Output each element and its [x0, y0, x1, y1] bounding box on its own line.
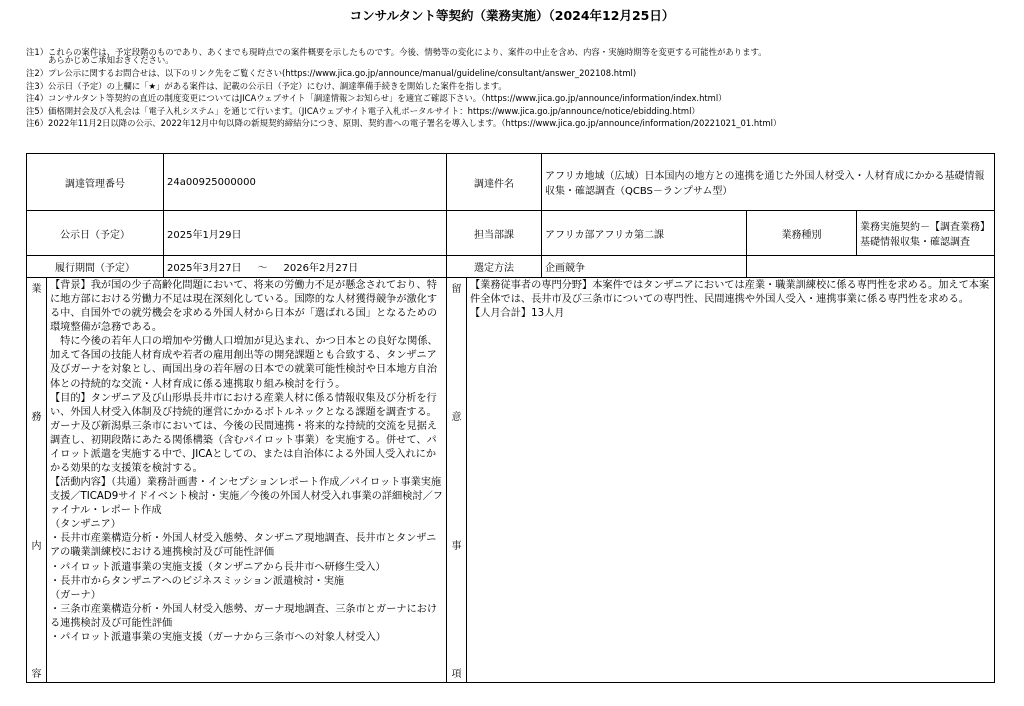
case-name-value: アフリカ地域（広域）日本国内の地方との連携を通じた外国人材受入・人材育成にかかる基礎情報収集・確認調査（QCBS－ランプサム型） [542, 154, 995, 211]
notice-date-value: 2025年1月29日 [164, 211, 447, 256]
case-name-label: 調達件名 [447, 154, 542, 211]
work-type-value: 業務実施契約－【調査業務】基礎情報収集・確認調査 [857, 211, 995, 256]
content-label-char: 内 [31, 540, 42, 552]
page-title: コンサルタント等契約（業務実施）（2024年12月25日） [349, 8, 675, 23]
period-separator: ～ [257, 263, 268, 274]
remarks-text: 【業務従事者の専門分野】本案件ではタンザニアにおいては産業・職業訓練校に係る専門性を求める。加えて本案件全体では、長井市及び三条市についての専門性、民間連携や外国人受入・連携事業に係る専門性を求める。 【人月合計】13人月 [467, 278, 995, 683]
content-text: 【背景】我が国の少子高齢化問題において、将来の労働力不足が懸念されており、特に地方部における労働力不足は現在深刻化している。国際的な人材獲得競争が激化する中、自国外での就労機会を求める外国人材から日本が「選ばれる国」となるための環境整備が急務である。 特に今後の若年人口の増加や労働人口増加が見込まれ、かつ日本との良好な関係、加えて各国の技能人材育成や若者の雇用創出等の開発課題とも合致する、タンザニア及びガーナを対象とし、両国出身の若年層の日本での就業可能性検討や日本地方自治体との持続的な交流・人材育成に係る連携取り組み検討を行う。 【目的】タンザニア及び山形県長井市における産業人材に係る情報収集及び分析を行い、外国人材受入体制及び持続的運営にかかるボトルネックとなる課題を調査する。ガーナ及び新潟県三条市においては、今後の民間連携・将来的な持続的交流を見据え調査し、初期段階にあたる関係構築（含むパイロット事業）を実施する。併せて、パイロット派遣を実施する中で、JICAとしての、または自治体による外国人受入れにかかる効果的な支援策を検討する。 【活動内容】（共通）業務計画書・インセプションレポート作成／パイロット事業実施支援／TICAD9サイドイベント検討・実施／今後の外国人材受入れ事業の詳細検討／ファイナル・レポート作成 （タンザニア） ・長井市産業構造分析・外国人材受入態勢、タンザニア現地調査、長井市とタンザニアの職業訓練校における連携検討及び可能性評価 ・パイロット派遣事業の実施支援（タンザニアから長井市へ研修生受入） ・長井市からタンザニアへのビジネスミッション派遣検討・実施 （ガーナ） ・三条市産業構造分析・外国人材受入態勢、ガーナ現地調査、三条市とガーナにおける連携検討及び可能性評価 ・パイロット派遣事業の実施支援（ガーナから三条市への対象人材受入） [47, 278, 447, 683]
content-label-char: 業 [31, 284, 42, 295]
content-label [27, 278, 47, 683]
note-label: 注1） [26, 47, 49, 57]
note-text: 公示日（予定）の上欄に「★」がある案件は、記載の公示日（予定）にむけ、調達準備手続きを開始した案件を指します。 [48, 80, 507, 91]
empty-cell [747, 256, 995, 278]
procurement-no-label: 調達管理番号 [27, 154, 164, 211]
note-item [26, 107, 1016, 115]
content-label-char: 容 [31, 668, 42, 680]
selection-label: 選定方法 [447, 256, 542, 278]
work-type-label: 業務種別 [747, 211, 857, 256]
note-label: 注3） [26, 80, 49, 91]
note-text: 2022年11月2日以降の公示、2022年12月中旬以降の新規契約締結分につき、原則、契約書への電子署名を導入します。（https://www.jica.go.jp/announce/information/20221021_01.html） [48, 118, 782, 129]
note-label: 注5） [26, 105, 49, 116]
table-row [27, 256, 995, 278]
content-label-char: 務 [31, 412, 42, 424]
remarks-label-char: 項 [451, 668, 462, 680]
note-text: プレ公示に関するお問合せは、以下のリンク先をご覧ください(https://www.jica.go.jp/announce/manual/guideline/consultant/answer_202108.html) [48, 68, 637, 78]
department-label: 担当部課 [447, 211, 542, 256]
department-value: アフリカ部アフリカ第二課 [542, 211, 747, 256]
note-item [26, 69, 1016, 77]
note-label: 注6） [26, 118, 49, 129]
notice-date-label: 公示日（予定） [27, 211, 164, 256]
remarks-label-char: 留 [451, 284, 462, 295]
remarks-label [447, 278, 467, 683]
table-row [27, 278, 995, 683]
note-item [26, 119, 1016, 127]
note-text: 価格開封会及び入札会は「電子入札システム」を通じて行います。（JICAウェブサイト電子入札ポータルサイト：https://www.jica.go.jp/announce/notice/ebidding.html） [48, 105, 700, 116]
table-row [27, 154, 995, 211]
note-item [26, 48, 1016, 65]
procurement-table [26, 153, 995, 683]
selection-value: 企画競争 [542, 256, 747, 278]
remarks-label-char: 事 [451, 540, 462, 552]
period-end: 2026年2月27日 [283, 263, 359, 274]
note-label: 注2） [26, 68, 49, 78]
table-row [27, 211, 995, 256]
note-text: これらの案件は、予定段階のものであり、あくまでも現時点での案件概要を示したものです。今後、情勢等の変化により、案件の中止を含め、内容・実施時期等を変更する可能性があります。 あらかじめご承知おきください。 [48, 47, 767, 66]
period-start: 2025年3月27日 [167, 263, 242, 274]
notes-list [26, 48, 1016, 132]
period-value [164, 256, 447, 278]
procurement-no-value: 24a00925000000 [164, 154, 447, 211]
note-text: コンサルタント等契約の直近の制度変更についてはJICAウェブサイト「調達情報＞お知らせ」を適宜ご確認下さい。（https://www.jica.go.jp/announce/information/index.html） [48, 93, 727, 104]
note-label: 注4） [26, 93, 49, 104]
note-item [26, 82, 1016, 90]
note-item [26, 94, 1016, 102]
remarks-label-char: 意 [451, 412, 462, 424]
period-label: 履行期間（予定） [27, 256, 164, 278]
